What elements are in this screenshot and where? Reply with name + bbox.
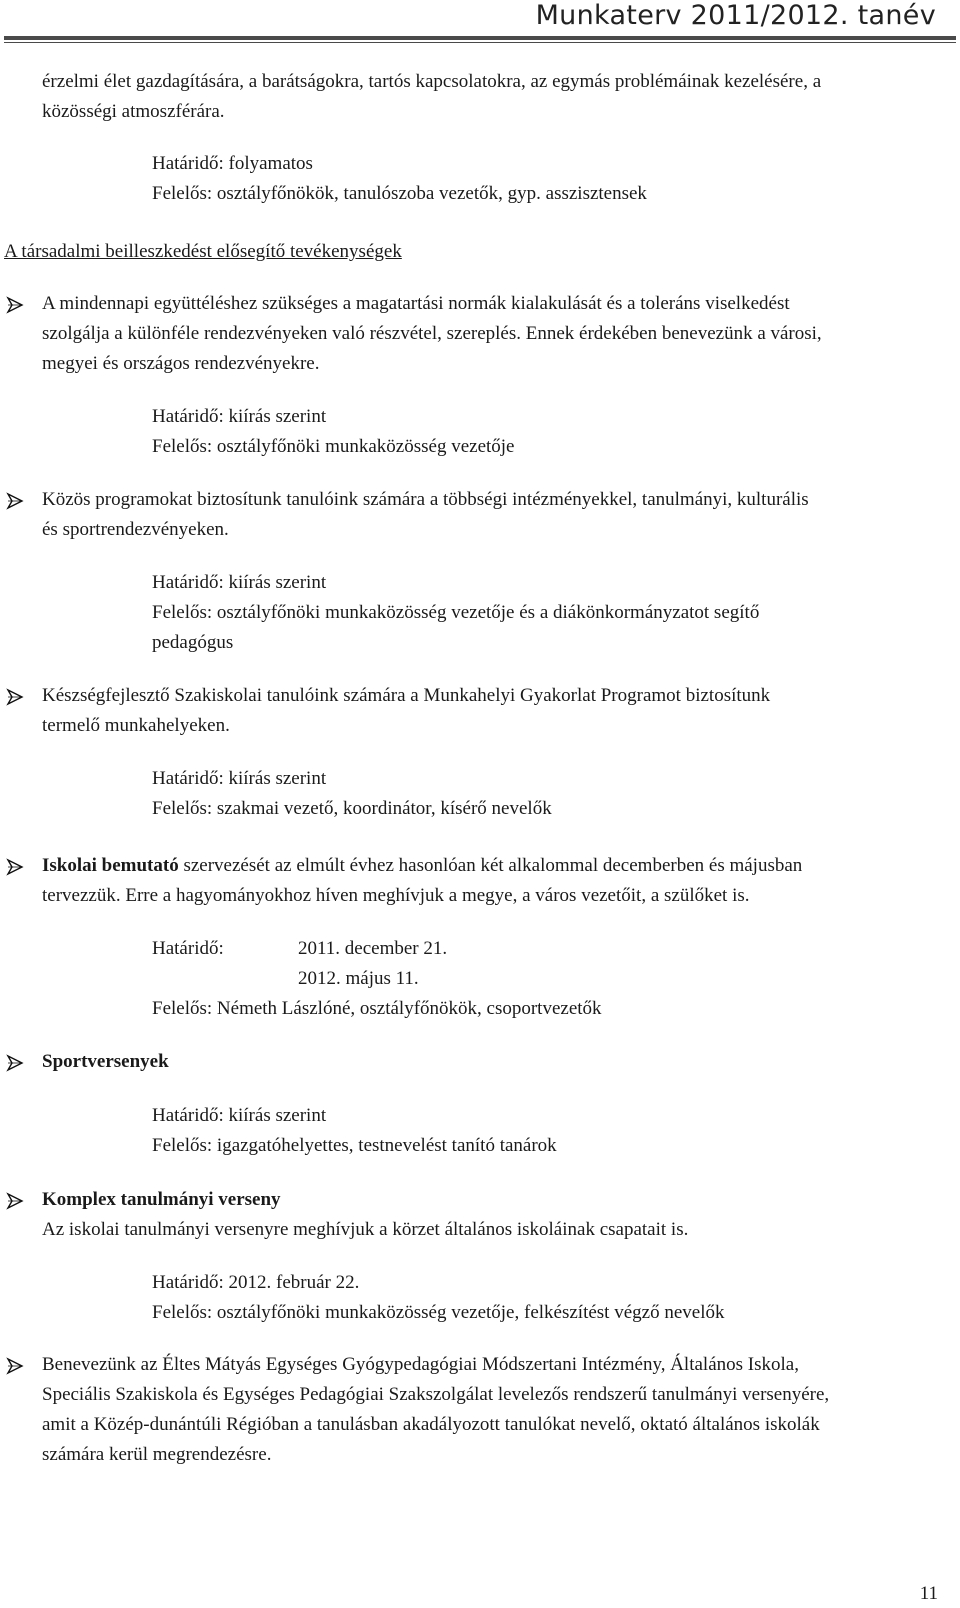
item-line: Készségfejlesztő Szakiskolai tanulóink számára a Munkahelyi Gyakorlat Programot biztosítunk	[42, 685, 771, 706]
item-line	[42, 851, 802, 881]
item-line: Benevezünk az Éltes Mátyás Egységes Gyógypedagógiai Módszertani Intézmény, Általános Iskola,	[42, 1354, 799, 1375]
item-bold-lead: Komplex tanulmányi verseny	[42, 1189, 281, 1210]
deadline-text: Határidő: 2012. február 22.	[152, 1272, 360, 1293]
arrowhead-bullet-icon	[6, 688, 24, 706]
responsible-text: pedagógus	[152, 632, 234, 653]
item-line: Speciális Szakiskola és Egységes Pedagógiai Szakszolgálat levelezős rendszerű tanulmányi versenyére,	[42, 1384, 830, 1405]
item-line: A mindennapi együttéléshez szükséges a magatartási normák kialakulását és a toleráns viselkedést	[42, 293, 790, 314]
deadline-label: Határidő:	[152, 938, 224, 959]
item-line-rest: szervezését az elmúlt évhez hasonlóan két alkalommal decemberben és májusban	[178, 855, 803, 876]
responsible-text: Felelős: szakmai vezető, koordinátor, kísérő nevelők	[152, 798, 552, 819]
header-rule-thin	[4, 42, 956, 43]
responsible-text: Felelős: osztályfőnöki munkaközösség vezetője, felkészítést végző nevelők	[152, 1302, 725, 1323]
arrowhead-bullet-icon	[6, 1357, 24, 1375]
deadline-date: 2012. május 11.	[298, 968, 419, 989]
item-line: tervezzük. Erre a hagyományokhoz híven meghívjuk a megye, a város vezetőit, a szülőket is.	[42, 885, 750, 906]
deadline-text: Határidő: kiírás szerint	[152, 1105, 327, 1126]
deadline-text: Határidő: kiírás szerint	[152, 406, 327, 427]
deadline-text: Határidő: kiírás szerint	[152, 572, 327, 593]
item-line: és sportrendezvényeken.	[42, 519, 229, 540]
deadline-row	[152, 934, 447, 964]
responsible-text: Felelős: igazgatóhelyettes, testnevelést tanító tanárok	[152, 1135, 557, 1156]
item-line	[42, 1047, 169, 1077]
header-rule-thick	[4, 36, 956, 40]
deadline-date: 2011. december 21.	[298, 938, 448, 959]
item-line: Az iskolai tanulmányi versenyre meghívjuk a körzet általános iskoláinak csapatait is.	[42, 1219, 689, 1240]
arrowhead-bullet-icon	[6, 858, 24, 876]
deadline-text: Határidő: folyamatos	[152, 153, 313, 174]
document-title: Munkaterv 2011/2012. tanév	[535, 0, 936, 31]
item-bold-lead: Sportversenyek	[42, 1051, 169, 1072]
item-line: termelő munkahelyeken.	[42, 715, 230, 736]
item-line: Közös programokat biztosítunk tanulóink számára a többségi intézményekkel, tanulmányi, kulturális	[42, 489, 809, 510]
responsible-text: Felelős: osztályfőnökök, tanulószoba vezetők, gyp. asszisztensek	[152, 183, 647, 204]
item-bold-lead: Iskolai bemutató	[42, 855, 179, 876]
page-number: 11	[919, 1583, 938, 1604]
arrowhead-bullet-icon	[6, 296, 24, 314]
arrowhead-bullet-icon	[6, 1054, 24, 1072]
item-line: számára kerül megrendezésre.	[42, 1444, 272, 1465]
responsible-text: Felelős: Németh Lászlóné, osztályfőnökök, csoportvezetők	[152, 998, 602, 1019]
arrowhead-bullet-icon	[6, 492, 24, 510]
item-line	[42, 1185, 281, 1215]
deadline-text: Határidő: kiírás szerint	[152, 768, 327, 789]
section-heading: A társadalmi beilleszkedést elősegítő tevékenységek	[4, 241, 402, 262]
item-line: megyei és országos rendezvényekre.	[42, 353, 320, 374]
intro-line: érzelmi élet gazdagítására, a barátságokra, tartós kapcsolatokra, az egymás problémáinak kezelésére, a	[42, 71, 822, 92]
responsible-text: Felelős: osztályfőnöki munkaközösség vezetője és a diákönkormányzatot segítő	[152, 602, 760, 623]
arrowhead-bullet-icon	[6, 1192, 24, 1210]
item-line: szolgálja a különféle rendezvényeken való részvétel, szereplés. Ennek érdekében benevezünk a városi,	[42, 323, 822, 344]
responsible-text: Felelős: osztályfőnöki munkaközösség vezetője	[152, 436, 515, 457]
item-line: amit a Közép-dunántúli Régióban a tanulásban akadályozott tanulókat nevelő, oktató általános iskolák	[42, 1414, 820, 1435]
intro-line: közösségi atmoszférára.	[42, 101, 225, 122]
